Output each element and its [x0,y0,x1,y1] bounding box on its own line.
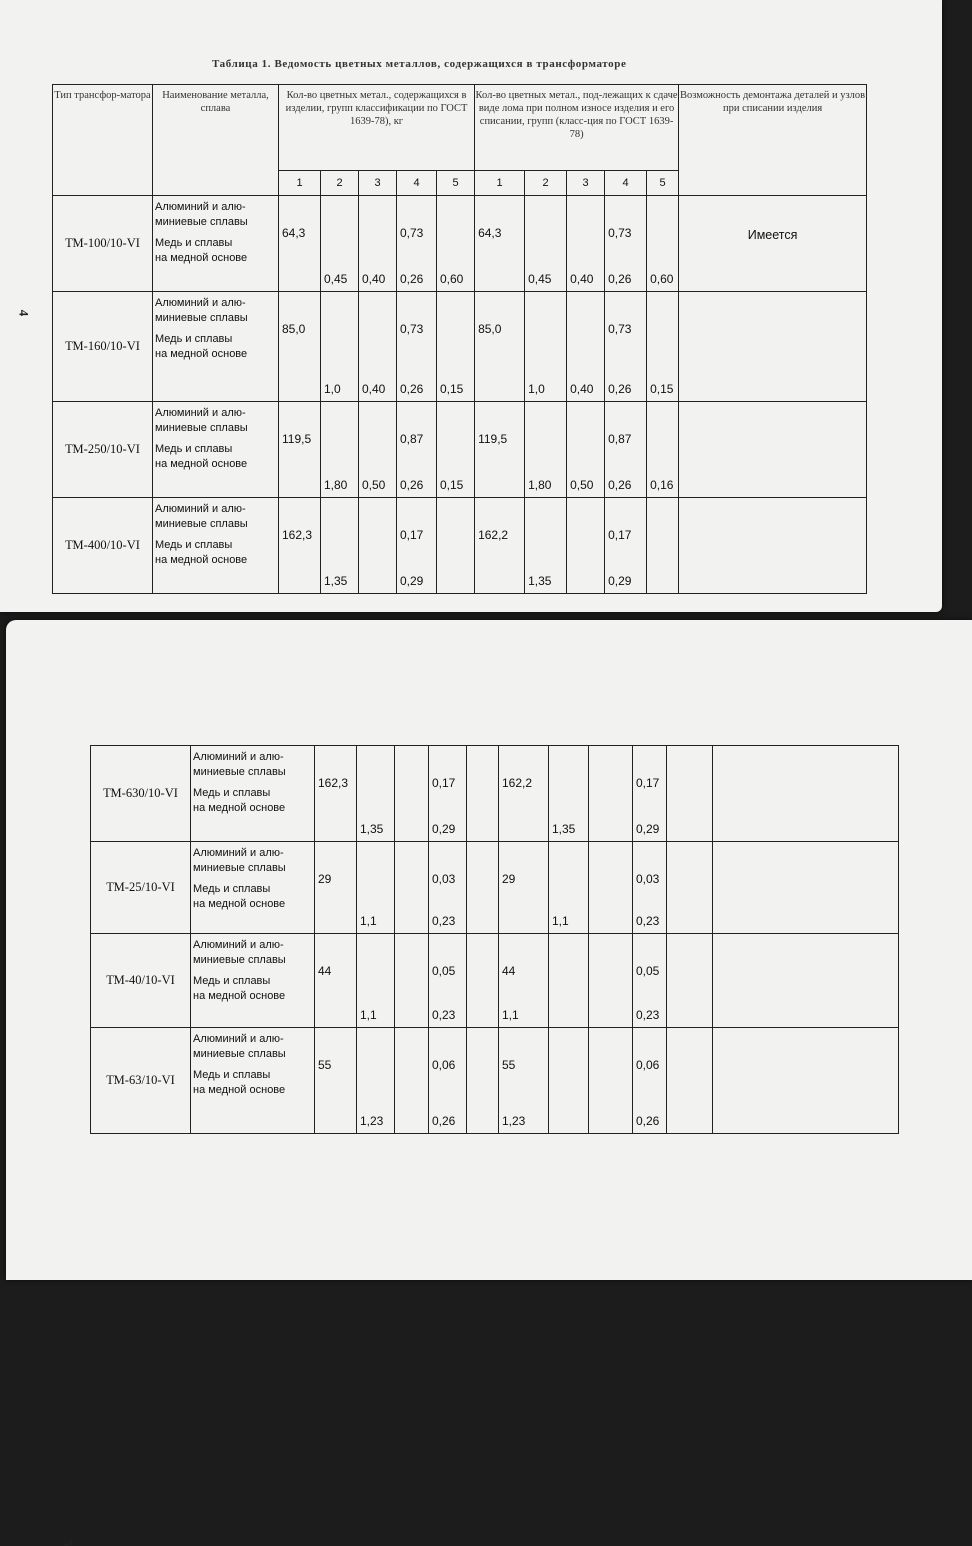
aluminium-value: 64,3 [478,226,502,240]
copper-value: 0,29 [636,822,660,836]
copper-label-line1: Медь и сплавы [155,443,233,455]
aluminium-value: 85,0 [478,322,502,336]
group-value-cell [475,402,525,498]
group-value-cell [647,196,679,292]
group-value-cell [395,934,429,1028]
transformer-type: ТМ-630/10-VI [91,746,191,842]
transformer-type: ТМ-160/10-VI [53,292,153,402]
aluminium-label-line1: Алюминий и алю- [155,201,246,213]
copper-value: 1,0 [324,382,341,396]
copper-label-line1: Медь и сплавы [193,787,271,799]
group-value-cell [667,1028,713,1134]
group-number-scrap-5: 5 [647,171,679,196]
header-scrap: Кол-во цветных метал., под-лежащих к сдаче виде лома при полном износе изделия и его списании, групп (класс-ция по ГОСТ 1639-78) [475,85,679,171]
metal-names [191,842,315,934]
group-value-cell [315,1028,357,1134]
aluminium-value: 55 [502,1058,516,1072]
group-value-cell [395,842,429,934]
aluminium-value: 44 [318,964,332,978]
aluminium-label-line1: Алюминий и алю- [155,297,246,309]
copper-value: 0,40 [570,272,594,286]
group-value-cell [499,746,549,842]
aluminium-value: 0,05 [432,964,456,978]
group-value-cell [667,746,713,842]
group-number-scrap-3: 3 [567,171,605,196]
dismantle-availability [713,746,899,842]
metals-table-top [52,84,867,594]
table-row [53,402,867,498]
copper-value: 1,35 [324,574,348,588]
table-row [91,842,899,934]
copper-label-line2: на медной основе [155,554,248,566]
aluminium-value: 0,17 [636,776,660,790]
metal-names [153,292,279,402]
copper-value: 1,35 [552,822,576,836]
group-value-cell [647,402,679,498]
aluminium-value: 85,0 [282,322,306,336]
aluminium-label-line1: Алюминий и алю- [193,751,284,763]
group-value-cell [315,842,357,934]
metal-names [191,746,315,842]
group-value-cell [467,746,499,842]
aluminium-value: 162,3 [318,776,349,790]
copper-label-line1: Медь и сплавы [193,1069,271,1081]
copper-label-line2: на медной основе [193,898,286,910]
dismantle-availability [713,842,899,934]
group-value-cell [647,498,679,594]
copper-value: 0,16 [650,478,674,492]
aluminium-value: 0,17 [400,528,424,542]
group-number-contained-2: 2 [321,171,359,196]
group-value-cell [605,292,647,402]
group-value-cell [321,196,359,292]
group-value-cell [395,746,429,842]
table-row [53,196,867,292]
copper-value: 1,1 [360,914,377,928]
aluminium-value: 55 [318,1058,332,1072]
table-title: Таблица 1. Ведомость цветных металлов, содержащихся в трансформаторе [212,58,627,70]
copper-value: 0,40 [570,382,594,396]
group-value-cell [397,402,437,498]
group-value-cell [357,842,395,934]
transformer-type: ТМ-400/10-VI [53,498,153,594]
group-number-scrap-1: 1 [475,171,525,196]
copper-value: 0,15 [440,478,464,492]
group-value-cell [589,1028,633,1134]
header-type: Тип трансфор-матора [53,85,153,196]
copper-value: 0,26 [432,1114,456,1128]
copper-label-line2: на медной основе [155,458,248,470]
aluminium-label-line2: миниевые сплавы [193,766,286,778]
group-value-cell [633,746,667,842]
group-value-cell [567,292,605,402]
copper-value: 0,40 [362,382,386,396]
copper-value: 1,23 [502,1114,526,1128]
aluminium-label-line2: миниевые сплавы [193,1048,286,1060]
metals-table-bottom [90,745,899,1134]
group-value-cell [525,292,567,402]
metal-names [191,1028,315,1134]
metal-names [153,402,279,498]
group-value-cell [605,402,647,498]
page-top [0,0,942,612]
aluminium-value: 0,73 [400,322,424,336]
aluminium-value: 0,06 [636,1058,660,1072]
transformer-type: ТМ-100/10-VI [53,196,153,292]
copper-value: 0,50 [362,478,386,492]
group-value-cell [397,498,437,594]
copper-value: 0,26 [400,382,424,396]
page-number-bottom: 5 [60,1539,76,1546]
copper-value: 1,35 [360,822,384,836]
group-value-cell [499,1028,549,1134]
group-value-cell [475,498,525,594]
copper-value: 1,80 [528,478,552,492]
group-value-cell [667,842,713,934]
copper-value: 0,23 [432,914,456,928]
group-value-cell [525,196,567,292]
group-number-contained-1: 1 [279,171,321,196]
copper-label-line1: Медь и сплавы [193,883,271,895]
dismantle-availability [713,1028,899,1134]
group-value-cell [633,934,667,1028]
group-value-cell [437,402,475,498]
copper-label-line2: на медной основе [193,1084,286,1096]
group-value-cell [549,842,589,934]
group-value-cell [467,1028,499,1134]
copper-value: 0,29 [432,822,456,836]
group-number-contained-4: 4 [397,171,437,196]
aluminium-value: 119,5 [478,432,508,446]
dismantle-availability [679,292,867,402]
group-value-cell [315,746,357,842]
copper-value: 1,1 [360,1008,377,1022]
group-value-cell [395,1028,429,1134]
group-value-cell [605,196,647,292]
copper-value: 0,45 [324,272,348,286]
aluminium-value: 0,73 [400,226,424,240]
copper-label-line2: на медной основе [155,348,248,360]
copper-label-line2: на медной основе [193,990,286,1002]
aluminium-label-line2: миниевые сплавы [155,518,248,530]
copper-label-line1: Медь и сплавы [193,975,271,987]
aluminium-label-line1: Алюминий и алю- [193,939,284,951]
group-number-scrap-4: 4 [605,171,647,196]
copper-label-line1: Медь и сплавы [155,539,233,551]
aluminium-label-line2: миниевые сплавы [193,862,286,874]
aluminium-label-line1: Алюминий и алю- [155,503,246,515]
group-value-cell [437,196,475,292]
group-value-cell [475,196,525,292]
table-row [91,1028,899,1134]
dismantle-availability [679,402,867,498]
group-value-cell [359,292,397,402]
transformer-type: ТМ-250/10-VI [53,402,153,498]
group-value-cell [549,934,589,1028]
group-value-cell [499,934,549,1028]
copper-value: 1,35 [528,574,552,588]
group-value-cell [567,498,605,594]
copper-value: 1,23 [360,1114,384,1128]
group-number-contained-5: 5 [437,171,475,196]
group-value-cell [315,934,357,1028]
group-value-cell [467,842,499,934]
copper-value: 0,29 [608,574,632,588]
dismantle-availability [713,934,899,1028]
group-value-cell [429,842,467,934]
group-value-cell [667,934,713,1028]
aluminium-value: 0,73 [608,226,632,240]
copper-value: 1,1 [502,1008,519,1022]
copper-value: 1,1 [552,914,569,928]
group-value-cell [321,402,359,498]
group-value-cell [633,1028,667,1134]
group-value-cell [589,934,633,1028]
copper-value: 0,26 [636,1114,660,1128]
copper-value: 0,26 [608,382,632,396]
metal-names [153,196,279,292]
aluminium-label-line1: Алюминий и алю- [193,1033,284,1045]
aluminium-label-line2: миниевые сплавы [155,312,248,324]
transformer-type: ТМ-40/10-VI [91,934,191,1028]
table-row [91,934,899,1028]
group-value-cell [321,292,359,402]
aluminium-value: 0,73 [608,322,632,336]
aluminium-label-line1: Алюминий и алю- [155,407,246,419]
group-value-cell [429,934,467,1028]
group-value-cell [279,292,321,402]
group-value-cell [397,196,437,292]
metal-names [153,498,279,594]
aluminium-value: 0,03 [636,872,660,886]
group-value-cell [549,746,589,842]
group-value-cell [475,292,525,402]
group-value-cell [429,746,467,842]
group-value-cell [359,196,397,292]
aluminium-value: 0,17 [432,776,456,790]
copper-value: 0,60 [650,272,674,286]
dismantle-availability: Имеется [679,196,867,292]
group-value-cell [589,746,633,842]
dismantle-availability [679,498,867,594]
copper-value: 0,50 [570,478,594,492]
copper-value: 0,23 [636,914,660,928]
copper-value: 0,60 [440,272,464,286]
aluminium-value: 0,06 [432,1058,456,1072]
group-value-cell [567,402,605,498]
aluminium-value: 162,3 [282,528,313,542]
copper-label-line1: Медь и сплавы [155,333,233,345]
header-metal: Наименование металла, сплава [153,85,279,196]
aluminium-value: 162,2 [478,528,509,542]
copper-value: 0,26 [400,272,424,286]
group-value-cell [589,842,633,934]
copper-value: 0,23 [432,1008,456,1022]
group-value-cell [359,498,397,594]
copper-value: 0,45 [528,272,552,286]
copper-value: 0,15 [440,382,464,396]
group-number-contained-3: 3 [359,171,397,196]
header-contained: Кол-во цветных метал., содержащихся в изделии, групп классификации по ГОСТ 1639-78), кг [279,85,475,171]
aluminium-label-line1: Алюминий и алю- [193,847,284,859]
aluminium-label-line2: миниевые сплавы [193,954,286,966]
copper-value: 0,40 [362,272,386,286]
aluminium-value: 119,5 [282,432,312,446]
group-value-cell [549,1028,589,1134]
group-value-cell [397,292,437,402]
group-value-cell [525,402,567,498]
copper-value: 0,23 [636,1008,660,1022]
page-number-top: 4 [16,309,32,317]
transformer-type: ТМ-25/10-VI [91,842,191,934]
table-row [53,292,867,402]
aluminium-value: 29 [502,872,516,886]
aluminium-label-line2: миниевые сплавы [155,216,248,228]
table-row [91,746,899,842]
header-dismantle: Возможность демонтажа деталей и узлов при списании изделия [679,85,867,196]
aluminium-value: 162,2 [502,776,533,790]
group-value-cell [429,1028,467,1134]
copper-value: 0,26 [608,272,632,286]
aluminium-value: 44 [502,964,516,978]
copper-value: 0,15 [650,382,674,396]
copper-value: 0,29 [400,574,424,588]
group-value-cell [647,292,679,402]
group-value-cell [357,1028,395,1134]
group-number-scrap-2: 2 [525,171,567,196]
aluminium-value: 0,03 [432,872,456,886]
group-value-cell [605,498,647,594]
group-value-cell [633,842,667,934]
aluminium-label-line2: миниевые сплавы [155,422,248,434]
group-value-cell [321,498,359,594]
copper-value: 1,0 [528,382,545,396]
copper-value: 0,26 [400,478,424,492]
copper-value: 0,26 [608,478,632,492]
group-value-cell [499,842,549,934]
group-value-cell [357,746,395,842]
aluminium-value: 64,3 [282,226,306,240]
aluminium-value: 0,17 [608,528,632,542]
group-value-cell [359,402,397,498]
metal-names [191,934,315,1028]
table-row [53,498,867,594]
group-value-cell [567,196,605,292]
aluminium-value: 0,87 [608,432,632,446]
group-value-cell [525,498,567,594]
aluminium-value: 29 [318,872,332,886]
group-value-cell [437,498,475,594]
group-value-cell [437,292,475,402]
copper-label-line2: на медной основе [155,252,248,264]
aluminium-value: 0,87 [400,432,424,446]
group-value-cell [279,498,321,594]
copper-label-line2: на медной основе [193,802,286,814]
transformer-type: ТМ-63/10-VI [91,1028,191,1134]
aluminium-value: 0,05 [636,964,660,978]
group-value-cell [467,934,499,1028]
copper-value: 1,80 [324,478,348,492]
group-value-cell [357,934,395,1028]
group-value-cell [279,402,321,498]
copper-label-line1: Медь и сплавы [155,237,233,249]
group-value-cell [279,196,321,292]
